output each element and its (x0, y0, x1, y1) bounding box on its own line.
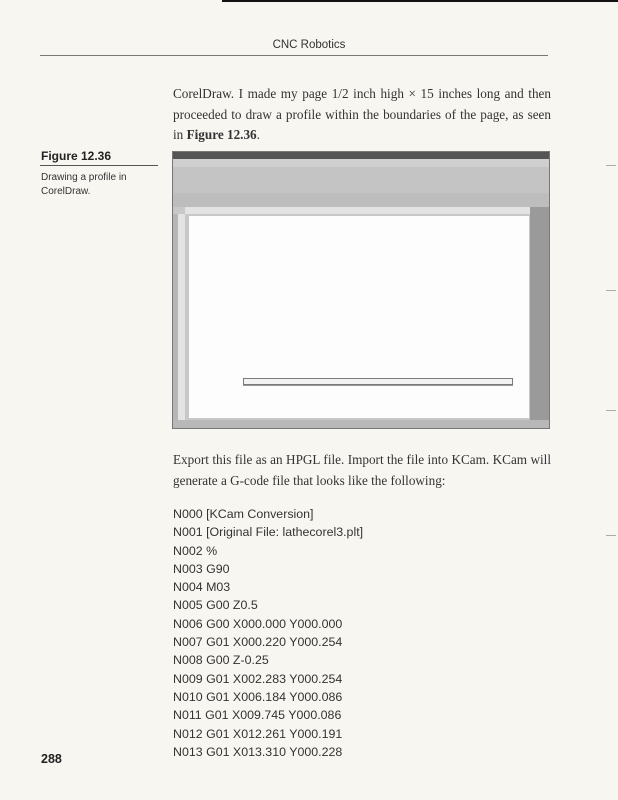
intro-end: . (256, 127, 260, 142)
gcode-line: N005 G00 Z0.5 (173, 598, 258, 613)
gcode-line: N013 G01 X013.310 Y000.228 (173, 744, 343, 759)
gcode-line: N000 [KCam Conversion] (173, 507, 314, 521)
screenshot-titlebar (173, 152, 549, 159)
caption-rule (40, 165, 158, 166)
figure-caption: Drawing a profile in CorelDraw. (41, 172, 127, 197)
figure-reference: Figure 12.36 (186, 127, 257, 142)
figure-label: Figure 12.36 (41, 149, 112, 163)
page-top-edge (222, 0, 618, 2)
screenshot-property-bar (173, 193, 549, 207)
running-header: CNC Robotics (272, 39, 346, 51)
coreldraw-screenshot (172, 151, 550, 429)
gcode-line: N006 G00 X000.000 Y000.000 (173, 616, 343, 631)
intro-text: CorelDraw. I made my page 1/2 inch high × 15 inches long and then proceeded to draw a profile within the boundaries of the page, as seen in (173, 86, 551, 142)
drawn-profile-shape (243, 378, 513, 385)
gcode-line: N003 G90 (173, 561, 230, 576)
gcode-line: N004 M03 (173, 580, 231, 595)
header-rule (40, 55, 548, 56)
gcode-line: N007 G01 X000.220 Y000.254 (173, 635, 343, 650)
binder-tab-mark (606, 165, 616, 166)
gcode-line: N010 G01 X006.184 Y000.086 (173, 689, 343, 704)
gcode-line: N012 G01 X012.261 Y000.191 (173, 726, 343, 741)
gcode-line: N001 [Original File: lathecorel3.plt] (173, 525, 364, 540)
gcode-line: N008 G00 Z-0.25 (173, 653, 269, 668)
screenshot-canvas (189, 216, 529, 418)
gcode-line: N002 % (173, 543, 218, 558)
binder-tab-mark (606, 410, 616, 411)
gcode-listing (173, 505, 363, 761)
screenshot-menubar (173, 159, 549, 167)
screenshot-ruler-left (178, 214, 185, 420)
screenshot-color-palette (530, 207, 549, 420)
screenshot-statusbar (173, 420, 549, 428)
binder-tab-mark (606, 535, 616, 536)
page-number: 288 (41, 752, 62, 766)
screenshot-toolbar (173, 167, 549, 193)
screenshot-ruler-top (185, 207, 530, 214)
gcode-line: N011 G01 X009.745 Y000.086 (173, 708, 342, 723)
gcode-line: N009 G01 X002.283 Y000.254 (173, 671, 343, 686)
binder-tab-mark (606, 290, 616, 291)
export-paragraph: Export this file as an HPGL file. Import the file into KCam. KCam will generate a G-code file that looks like the following: (173, 452, 551, 488)
intro-paragraph (173, 84, 551, 146)
